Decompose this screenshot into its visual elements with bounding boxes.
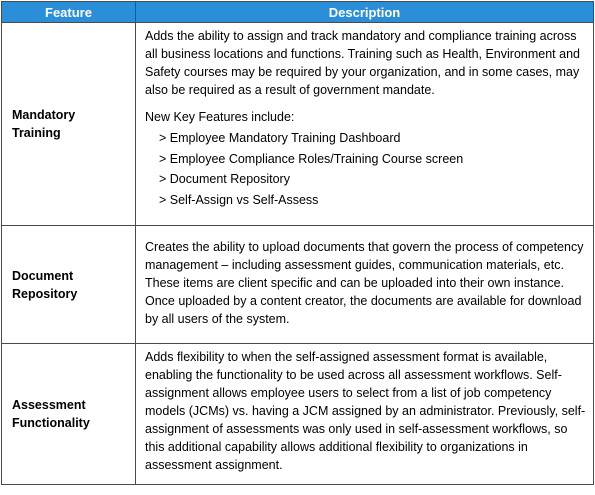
key-feature-item: > Self-Assign vs Self-Assess [159,192,319,207]
feature-cell [2,226,136,344]
feature-name-line: Mandatory [12,108,76,122]
description-cell [136,23,594,226]
feature-table [1,1,594,485]
key-feature-item: > Employee Mandatory Training Dashboard [159,131,401,145]
key-feature-item: > Document Repository [159,172,290,186]
description-text: Adds flexibility to when the self-assigned assessment format is available, enabling the functionality to be used across all assessment workflows. Self-assignment allows employee users to select from a list of job competency models (JCMs) vs. having a JCM assigned by an administrator. Previously, self-assignment of assessments was only used in self-assessment workflows, so this additional capability allows additional flexibility to organizations in assessment assignment. [145,350,586,472]
description-cell [136,226,594,344]
feature-name-line: Document [12,268,74,283]
key-features-list [145,128,587,210]
key-features-heading: New Key Features include: [145,110,295,124]
description-text: Adds the ability to assign and track mandatory and compliance training across all business locations and functions. Training such as Health, Environment and Safety courses may be required by your organization, and in some cases, may also be required as a result of government mandate. [145,29,580,97]
table-row-mandatory-training [2,23,594,226]
description-cell [136,344,594,485]
description-column-header: Description [136,2,594,23]
header-row [2,2,594,23]
feature-cell [2,344,136,485]
feature-column-header: Feature [2,2,136,23]
table-row-document-repository [2,226,594,344]
feature-name-line: Repository [12,286,78,301]
feature-name-line: Functionality [12,416,90,430]
feature-name-line: Assessment [12,398,86,412]
table-row-assessment-functionality [2,344,594,485]
description-text: Creates the ability to upload documents that govern the process of competency management – including assessment guides, communication materials, etc. These items are client specific and can be uploaded into their own instance. Once uploaded by a content creator, the documents are available for download by all users of the system. [145,240,584,326]
feature-name-line: Training [12,126,61,140]
feature-cell [2,23,136,226]
key-feature-item: > Employee Compliance Roles/Training Course screen [159,151,464,166]
